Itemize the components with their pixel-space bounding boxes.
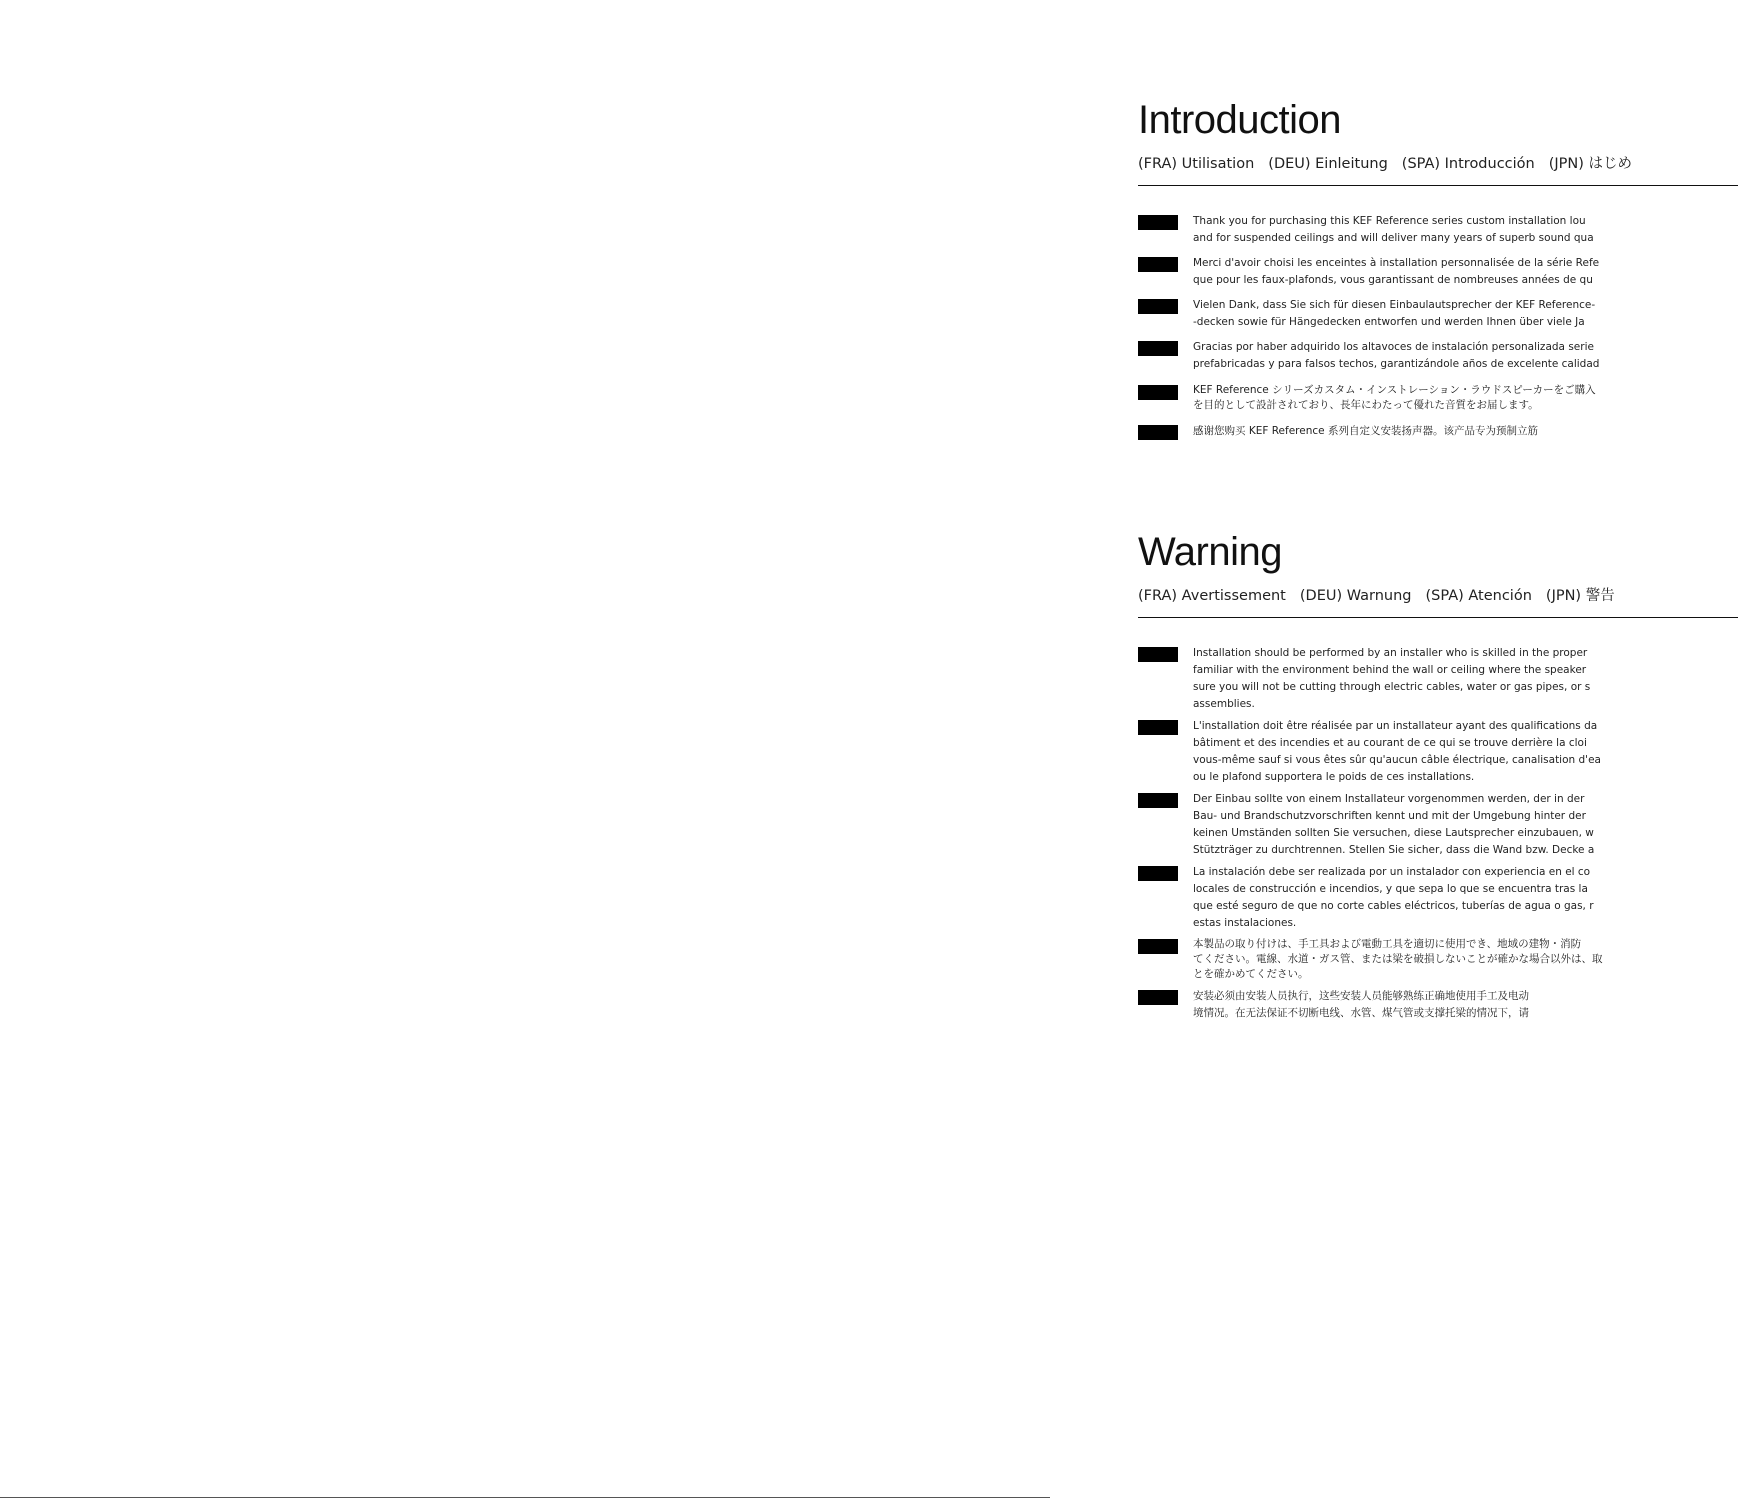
- language-tag-block: [1138, 647, 1178, 662]
- language-tag-block: [1138, 866, 1178, 881]
- introduction-heading: Introduction: [1138, 98, 1342, 142]
- language-tag-block: [1138, 990, 1178, 1005]
- language-tag-block: [1138, 299, 1178, 314]
- lang-jpn: (JPN) はじめ: [1548, 156, 1633, 172]
- language-tag-block: [1138, 793, 1178, 808]
- warning-entry-fra: [1138, 718, 1601, 786]
- intro-entry-eng: [1138, 213, 1594, 247]
- warning-entry-chs: [1138, 988, 1576, 1022]
- lang-spa: (SPA) Introducción: [1401, 156, 1535, 172]
- intro-paragraph: Merci d'avoir choisi les enceintes à installation personnalisée de la série Refe que pour les faux-plafonds, vous garantissant de nombreuses années de qu: [1193, 257, 1600, 286]
- intro-paragraph: Gracias por haber adquirido los altavoces de instalación personalizada serie prefabricadas y para falsos techos, garantizándole años de excelente calidad: [1193, 341, 1600, 370]
- warning-paragraph: 本製品の取り付けは、手工具および電動工具を適切に使用でき、地域の建物・消防 てください。電線、水道・ガス管、または梁を破損しないことが確かな場合以外は、取 とを確かめてください。: [1193, 938, 1603, 980]
- intro-entry-fra: [1138, 255, 1600, 289]
- warning-paragraph: Installation should be performed by an installer who is skilled in the proper familiar with the environment behind the wall or ceiling where the speaker sure you will not be cutting through electric cables, water or gas pipes, or s assemblies.: [1193, 647, 1591, 710]
- lang-fra: (FRA) Avertissement: [1138, 588, 1286, 604]
- warning-paragraph: La instalación debe ser realizada por un instalador con experiencia en el co locales de construcción e incendios, y que sepa lo que se encuentra tras la que esté seguro de que no corte cables eléctricos, tuberías de agua o gas, r estas instalaciones.: [1193, 866, 1594, 929]
- warning-entry-eng: [1138, 645, 1591, 713]
- introduction-divider: [1138, 185, 1738, 186]
- intro-entry-spa: [1138, 339, 1600, 373]
- warning-paragraph: 安装必须由安装人员执行，这些安装人员能够熟练正确地使用手工及电动 境情况。在无法保证不切断电线、水管、煤气管或支撑托梁的情况下，请: [1193, 990, 1529, 1019]
- language-tag-block: [1138, 720, 1178, 735]
- lang-fra: (FRA) Utilisation: [1138, 156, 1255, 172]
- intro-entry-chs: [1138, 423, 1576, 440]
- warning-entry-spa: [1138, 864, 1594, 932]
- intro-paragraph: Thank you for purchasing this KEF Reference series custom installation lou and for suspended ceilings and will deliver many years of superb sound qua: [1193, 215, 1594, 244]
- language-tag-block: [1138, 341, 1178, 356]
- warning-paragraph: L'installation doit être réalisée par un installateur ayant des qualifications da bâtiment et des incendies et au courant de ce qui se trouve derrière la cloi vous-même sauf si vous êtes sûr qu'aucun câble électrique, canalisation d'ea ou le plafond supportera le poids de ces installations.: [1193, 720, 1601, 783]
- warning-divider: [1138, 617, 1738, 618]
- warning-section: [1138, 530, 1615, 1022]
- language-tag-block: [1138, 385, 1178, 400]
- introduction-section: [1138, 98, 1633, 440]
- lang-spa: (SPA) Atención: [1425, 588, 1532, 604]
- intro-entry-deu: [1138, 297, 1596, 331]
- intro-paragraph: KEF Reference シリーズカスタム・インストレーション・ラウドスピーカーをご購入 を目的として設計されており、長年にわたって優れた音質をお届します。: [1193, 384, 1596, 411]
- intro-paragraph: 感谢您购买 KEF Reference 系列自定义安装扬声器。该产品专为预制立筋: [1193, 425, 1538, 437]
- language-tag-block: [1138, 939, 1178, 954]
- warning-paragraph: Der Einbau sollte von einem Installateur vorgenommen werden, der in der Bau- und Brandschutzvorschriften kennt und mit der Umgebung hinter der keinen Umständen sollten Sie versuchen, diese Lautsprecher einzubauen, w Stützträger zu durchtrennen. Stellen Sie sicher, dass die Wand bzw. Decke a: [1193, 793, 1595, 856]
- introduction-language-list: [1138, 152, 1633, 173]
- warning-heading: Warning: [1138, 530, 1282, 574]
- warning-entry-deu: [1138, 791, 1595, 859]
- language-tag-block: [1138, 215, 1178, 230]
- lang-jpn: (JPN) 警告: [1545, 588, 1615, 604]
- intro-entry-jpn: [1138, 383, 1596, 413]
- lang-deu: (DEU) Warnung: [1299, 588, 1412, 604]
- warning-language-list: [1138, 584, 1615, 605]
- language-tag-block: [1138, 425, 1178, 440]
- lang-deu: (DEU) Einleitung: [1268, 156, 1388, 172]
- page-bottom-rule: [0, 1497, 1050, 1498]
- intro-paragraph: Vielen Dank, dass Sie sich für diesen Einbaulautsprecher der KEF Reference- -decken sowie für Hängedecken entworfen und werden Ihnen über viele Ja: [1193, 299, 1596, 328]
- language-tag-block: [1138, 257, 1178, 272]
- warning-entry-jpn: [1138, 937, 1603, 982]
